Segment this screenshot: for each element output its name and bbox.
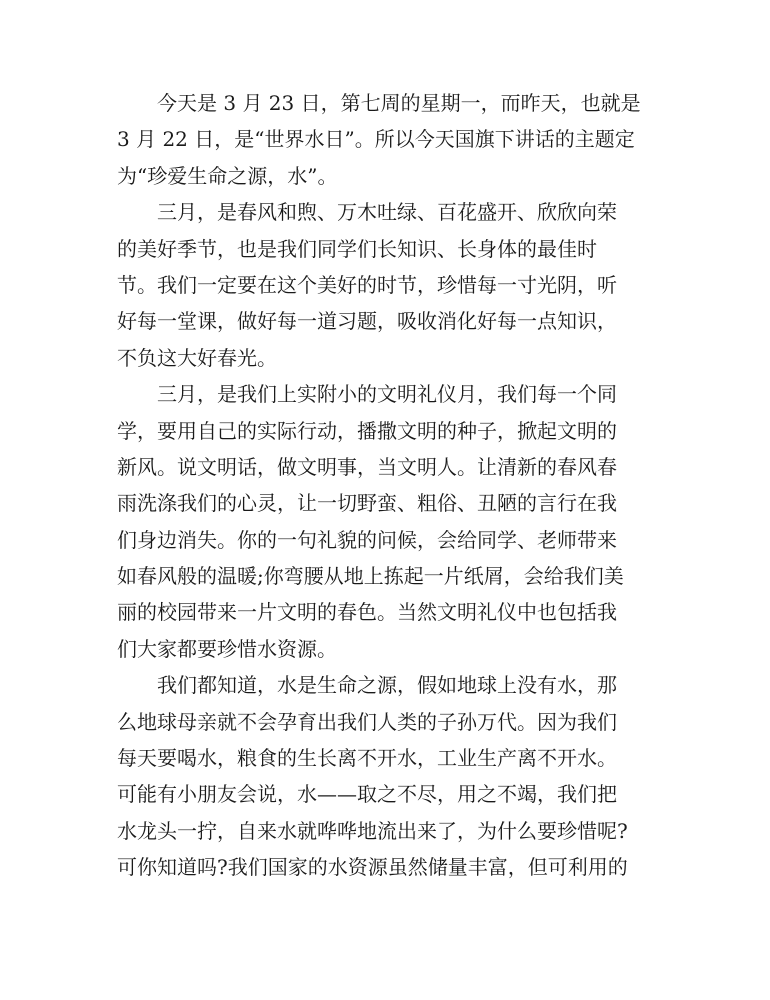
paragraph-2-line-4: 好每一堂课，做好每一道习题，吸收消化好每一点知识， xyxy=(117,309,617,334)
paragraph-4-line-2: 么地球母亲就不会孕育出我们人类的子孙万代。因为我们 xyxy=(117,709,617,734)
paragraph-3-line-1: 三月，是我们上实附小的文明礼仪月，我们每一个同 xyxy=(157,382,617,407)
speech-body xyxy=(117,85,657,886)
paragraph-2-line-5: 不负这大好春光。 xyxy=(117,345,277,370)
paragraph-4-line-6: 可你知道吗?我们国家的水资源虽然储量丰富，但可利用的 xyxy=(117,855,628,880)
paragraph-1-line-3: 为“珍爱生命之源，水”。 xyxy=(117,163,338,188)
paragraph-4-line-3: 每天要喝水，粮食的生长离不开水，工业生产离不开水。 xyxy=(117,746,617,771)
paragraph-2-line-1: 三月，是春风和煦、万木吐绿、百花盛开、欣欣向荣 xyxy=(157,200,617,225)
paragraph-4-line-1: 我们都知道，水是生命之源，假如地球上没有水，那 xyxy=(157,673,617,698)
paragraph-3-line-7: 丽的校园带来一片文明的春色。当然文明礼仪中也包括我 xyxy=(117,600,617,625)
paragraph-3-line-4: 雨洗涤我们的心灵，让一切野蛮、粗俗、丑陋的言行在我 xyxy=(117,491,617,516)
paragraph-3-line-5: 们身边消失。你的一句礼貌的问候，会给同学、老师带来 xyxy=(117,527,617,552)
paragraph-2-line-2: 的美好季节，也是我们同学们长知识、长身体的最佳时 xyxy=(117,236,597,261)
paragraph-4-line-4: 可能有小朋友会说，水——取之不尽，用之不竭，我们把 xyxy=(117,782,617,807)
paragraph-2-line-3: 节。我们一定要在这个美好的时节，珍惜每一寸光阴，听 xyxy=(117,272,617,297)
paragraph-1-line-2: 3 月 22 日，是“世界水日”。所以今天国旗下讲话的主题定 xyxy=(117,127,635,152)
paragraph-3-line-2: 学，要用自己的实际行动，播撒文明的种子，掀起文明的 xyxy=(117,418,617,443)
paragraph-3-line-8: 们大家都要珍惜水资源。 xyxy=(117,636,337,661)
paragraph-3-line-3: 新风。说文明话，做文明事，当文明人。让清新的春风春 xyxy=(117,454,617,479)
paragraph-3-line-6: 如春风般的温暖;你弯腰从地上拣起一片纸屑，会给我们美 xyxy=(117,564,624,589)
paragraph-4-line-5: 水龙头一拧，自来水就哗哗地流出来了，为什么要珍惜呢? xyxy=(117,818,628,843)
paragraph-1-line-1: 今天是 3 月 23 日，第七周的星期一，而昨天，也就是 xyxy=(157,91,641,115)
